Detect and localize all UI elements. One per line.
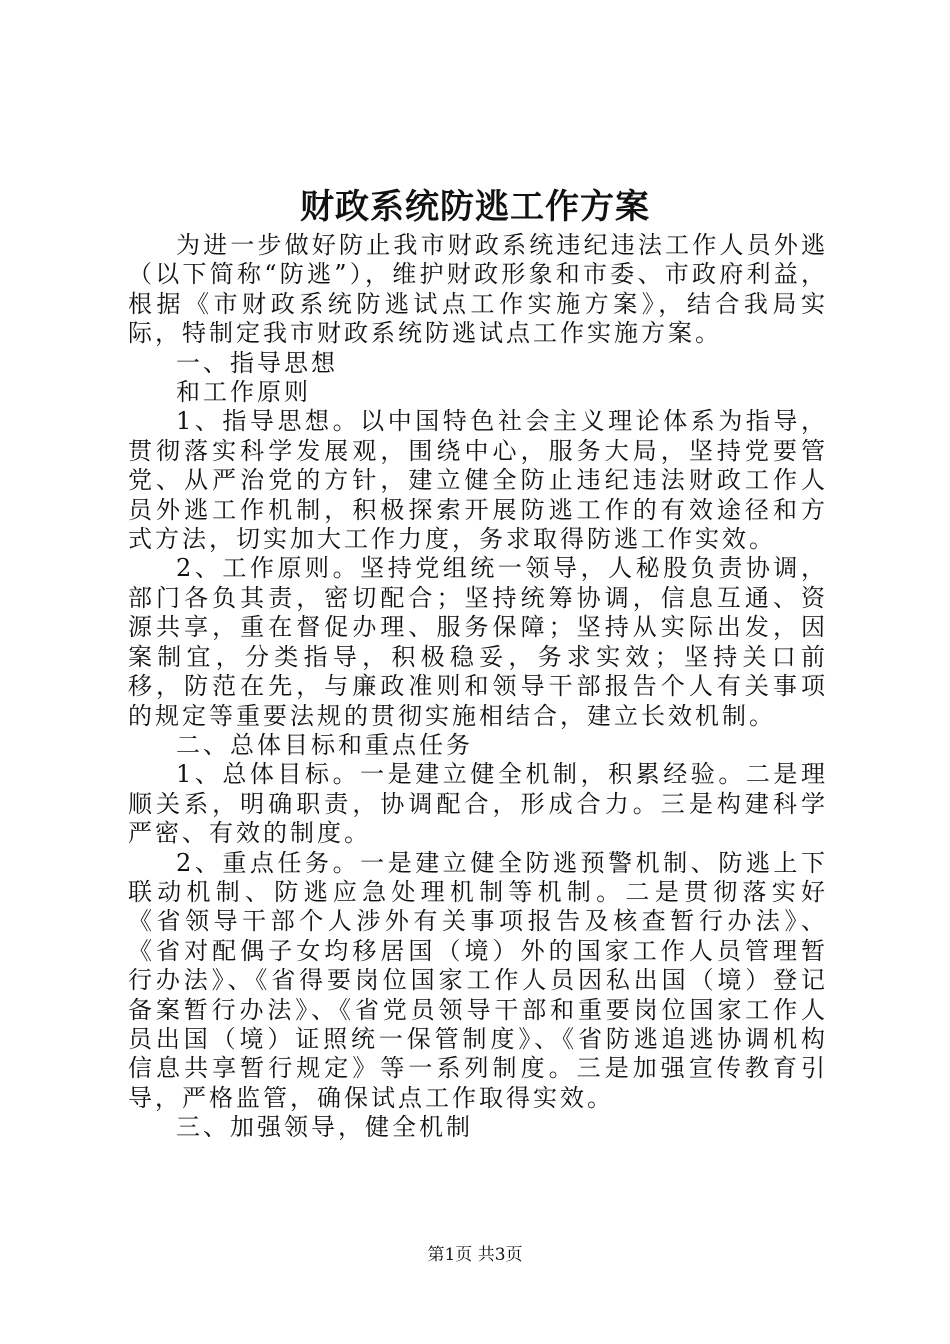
overall-goal-paragraph: 1、总体目标。一是建立健全机制，积累经验。二是理顺关系，明确职责，协调配合，形成合力。三是构建科学严密、有效的制度。 (128, 760, 828, 848)
guiding-thought-paragraph: 1、指导思想。以中国特色社会主义理论体系为指导，贯彻落实科学发展观，围绕中心，服务大局，坚持党要管党、从严治党的方针，建立健全防止违纪违法财政工作人员外逃工作机制，积极探索开展防逃工作的有效途径和方式方法，切实加大工作力度，务求取得防逃工作实效。 (128, 407, 828, 554)
key-tasks-paragraph: 2、重点任务。一是建立健全防逃预警机制、防逃上下联动机制、防逃应急处理机制等机制。二是贯彻落实好《省领导干部个人涉外有关事项报告及核查暂行办法》、《省对配偶子女均移居国（境）外的国家工作人员管理暂行办法》、《省得要岗位国家工作人员因私出国（境）登记备案暂行办法》、《省党员领导干部和重要岗位国家工作人员出国（境）证照统一保管制度》、《省防逃追逃协调机构信息共享暂行规定》等一系列制度。三是加强宣传教育引导，严格监管，确保试点工作取得实效。 (128, 848, 828, 1112)
intro-paragraph: 为进一步做好防止我市财政系统违纪违法工作人员外逃（以下简称“防逃”），维护财政形象和市委、市政府利益，根据《市财政系统防逃试点工作实施方案》，结合我局实际，特制定我市财政系统防逃试点工作实施方案。 (128, 231, 828, 348)
section-heading-2: 二、总体目标和重点任务 (176, 730, 473, 759)
section-heading-1-continued: 和工作原则 (176, 378, 311, 407)
section-heading-1: 一、指导思想 (176, 348, 338, 377)
section-heading-3: 三、加强领导，健全机制 (176, 1113, 473, 1142)
document-title: 财政系统防逃工作方案 (300, 187, 650, 227)
work-principle-paragraph: 2、工作原则。坚持党组统一领导，人秘股负责协调，部门各负其责，密切配合；坚持统筹协调，信息互通、资源共享，重在督促办理、服务保障；坚持从实际出发，因案制宜，分类指导，积极稳妥，务求实效；坚持关口前移，防范在先，与廉政准则和领导干部报告个人有关事项的规定等重要法规的贯彻实施相结合，建立长效机制。 (128, 554, 828, 730)
page-number-footer: 第1页 共3页 (427, 1245, 523, 1265)
document-body (128, 231, 828, 1143)
